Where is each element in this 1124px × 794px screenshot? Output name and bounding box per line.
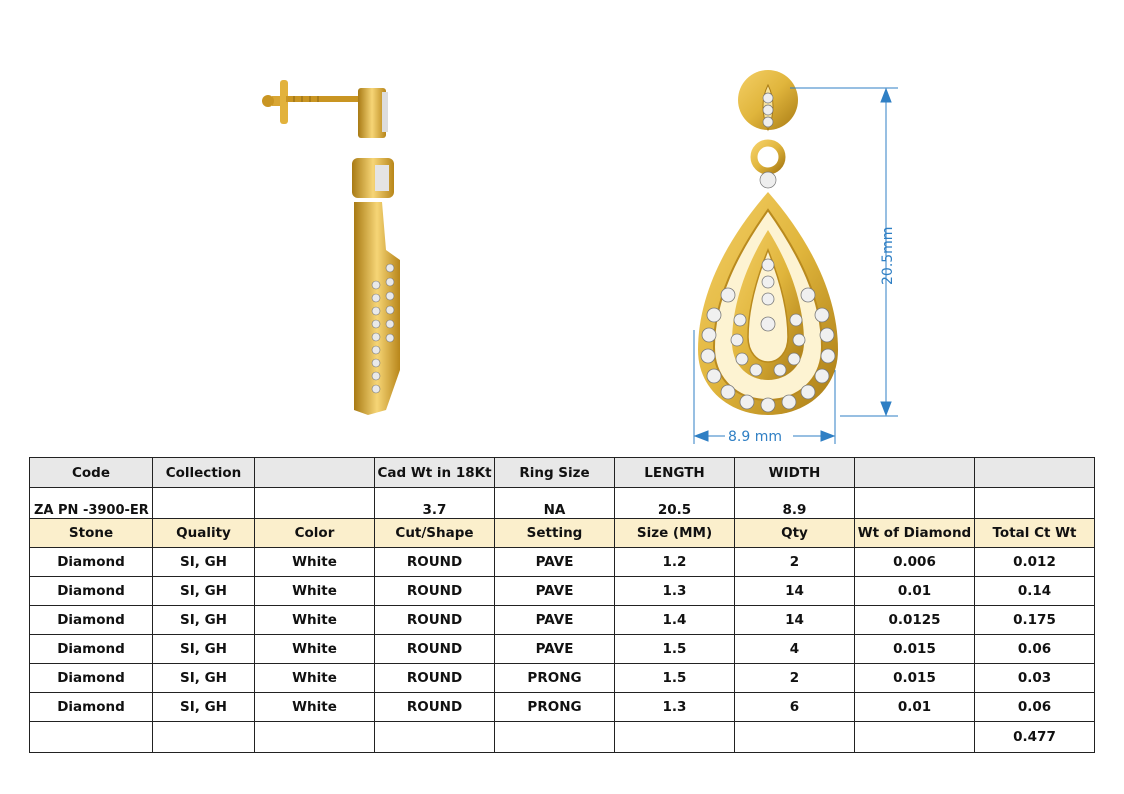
header-cell: Stone	[30, 519, 153, 548]
cell: 6	[735, 693, 855, 722]
cell	[375, 722, 495, 753]
cell: SI, GH	[153, 577, 255, 606]
value-cell: 20.5	[615, 488, 735, 519]
table-row	[30, 635, 1095, 664]
header-cell: Setting	[495, 519, 615, 548]
cell: 0.06	[975, 693, 1095, 722]
table-row	[30, 577, 1095, 606]
cell: PAVE	[495, 577, 615, 606]
cell: 0.015	[855, 664, 975, 693]
cell	[855, 722, 975, 753]
cell: ROUND	[375, 664, 495, 693]
header-cell: Quality	[153, 519, 255, 548]
cell: SI, GH	[153, 635, 255, 664]
cell: White	[255, 548, 375, 577]
header-cell: Ring Size	[495, 458, 615, 488]
header-cell: Cad Wt in 18Kt	[375, 458, 495, 488]
cell: 2	[735, 664, 855, 693]
table-row	[30, 606, 1095, 635]
cell: Diamond	[30, 577, 153, 606]
cell: Diamond	[30, 548, 153, 577]
cell: 1.5	[615, 635, 735, 664]
value-cell: NA	[495, 488, 615, 519]
value-cell: 8.9	[735, 488, 855, 519]
cell: PAVE	[495, 548, 615, 577]
product-code: ZA PN -3900-ER	[30, 488, 153, 519]
table-row	[30, 664, 1095, 693]
cell: White	[255, 693, 375, 722]
length-dimension-label: 20.5mm	[880, 226, 896, 285]
table-row	[30, 693, 1095, 722]
header-cell	[255, 458, 375, 488]
cell: 0.0125	[855, 606, 975, 635]
cell: Diamond	[30, 635, 153, 664]
value-cell: 3.7	[375, 488, 495, 519]
earring-side-view-image	[250, 70, 410, 430]
cell: 14	[735, 577, 855, 606]
header-cell: Code	[30, 458, 153, 488]
cell: PAVE	[495, 606, 615, 635]
cell: 1.2	[615, 548, 735, 577]
cell: White	[255, 635, 375, 664]
cell: 1.4	[615, 606, 735, 635]
cell: SI, GH	[153, 606, 255, 635]
summary-value-row	[30, 488, 1095, 519]
header-cell: Color	[255, 519, 375, 548]
cell: ROUND	[375, 606, 495, 635]
cell: 0.01	[855, 577, 975, 606]
cell: 0.06	[975, 635, 1095, 664]
header-cell: Total Ct Wt	[975, 519, 1095, 548]
cell: PRONG	[495, 664, 615, 693]
cell: 4	[735, 635, 855, 664]
specification-table	[29, 457, 1095, 753]
cell: SI, GH	[153, 664, 255, 693]
header-cell: Cut/Shape	[375, 519, 495, 548]
cell: 0.015	[855, 635, 975, 664]
value-cell	[153, 488, 255, 519]
value-cell	[975, 488, 1095, 519]
cell: Diamond	[30, 664, 153, 693]
stone-header-row	[30, 519, 1095, 548]
cell: Diamond	[30, 693, 153, 722]
cell	[255, 722, 375, 753]
cell: 1.3	[615, 577, 735, 606]
cell	[495, 722, 615, 753]
header-cell: Collection	[153, 458, 255, 488]
header-cell: Qty	[735, 519, 855, 548]
cell: 0.175	[975, 606, 1095, 635]
value-cell	[255, 488, 375, 519]
cell: 0.14	[975, 577, 1095, 606]
cell: ROUND	[375, 693, 495, 722]
header-cell: LENGTH	[615, 458, 735, 488]
cell	[735, 722, 855, 753]
width-dimension-label: 8.9 mm	[728, 429, 782, 445]
cell: ROUND	[375, 635, 495, 664]
summary-header-row	[30, 458, 1095, 488]
cell: 1.3	[615, 693, 735, 722]
cell: 2	[735, 548, 855, 577]
cell: White	[255, 606, 375, 635]
cell: SI, GH	[153, 548, 255, 577]
cell: Diamond	[30, 606, 153, 635]
cell: 0.012	[975, 548, 1095, 577]
header-cell: Wt of Diamond	[855, 519, 975, 548]
total-row	[30, 722, 1095, 753]
cell: 1.5	[615, 664, 735, 693]
value-cell	[855, 488, 975, 519]
header-cell	[975, 458, 1095, 488]
cell: PAVE	[495, 635, 615, 664]
cell: 0.01	[855, 693, 975, 722]
cell: 0.006	[855, 548, 975, 577]
cell: ROUND	[375, 577, 495, 606]
cell	[153, 722, 255, 753]
cell: White	[255, 664, 375, 693]
header-cell	[855, 458, 975, 488]
header-cell: Size (MM)	[615, 519, 735, 548]
earring-front-view-image	[680, 60, 910, 455]
cell: PRONG	[495, 693, 615, 722]
cell	[615, 722, 735, 753]
header-cell: WIDTH	[735, 458, 855, 488]
cell: 0.03	[975, 664, 1095, 693]
total-ct-wt-value: 0.477	[975, 722, 1095, 753]
cell: White	[255, 577, 375, 606]
cell: SI, GH	[153, 693, 255, 722]
cell	[30, 722, 153, 753]
cell: ROUND	[375, 548, 495, 577]
cell: 14	[735, 606, 855, 635]
table-row	[30, 548, 1095, 577]
